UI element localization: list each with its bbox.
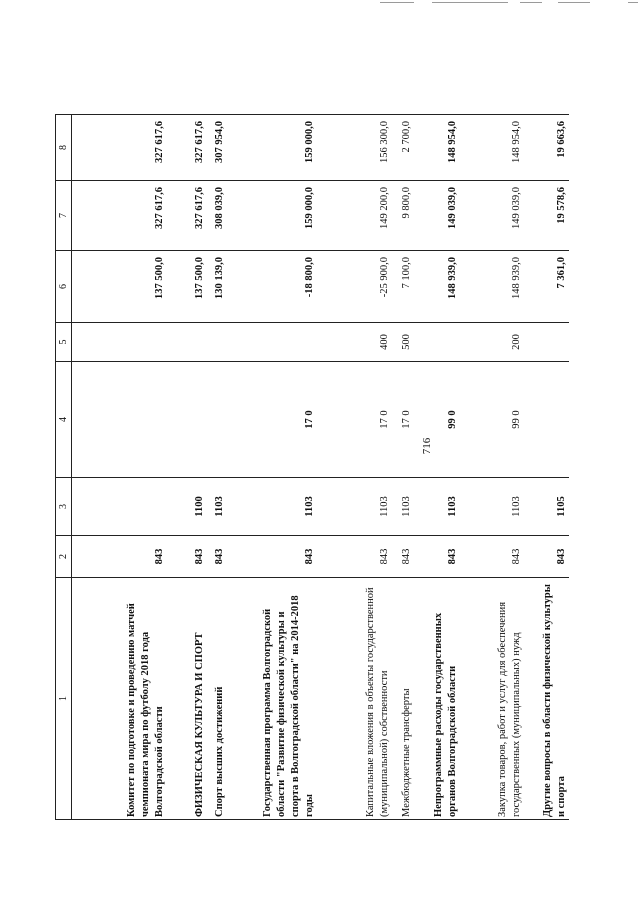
- cell-ministry: 843: [392, 536, 414, 578]
- cell-amount-7: 149 039,0: [460, 181, 524, 251]
- row-name: Закупка товаров, работ и услуг для обеспечения государственных (муниципальных) нужд: [460, 578, 524, 820]
- table-row: [524, 115, 569, 820]
- cell-ministry: 843: [414, 536, 460, 578]
- cell-expense-type: 200: [460, 323, 524, 362]
- row-name: Непрограммные расходы государственных органов Волгоградской области: [414, 578, 460, 820]
- cell-amount-7: 149 039,0: [414, 181, 460, 251]
- table-row: [460, 115, 524, 820]
- cell-amount-6: -25 900,0: [317, 251, 392, 323]
- cell-target: [167, 362, 207, 478]
- cell-amount-8: 327 617,6: [72, 115, 167, 181]
- row-name: Спорт высших достижений: [207, 578, 227, 820]
- page-number: 716: [421, 437, 433, 455]
- cell-target: 17 0: [227, 362, 317, 478]
- column-header: 8: [56, 115, 72, 181]
- table-row: [414, 115, 460, 820]
- cell-amount-8: 307 954,0: [207, 115, 227, 181]
- cell-amount-8: 159 000,0: [227, 115, 317, 181]
- cell-ministry: 843: [227, 536, 317, 578]
- cell-amount-6: 137 500,0: [72, 251, 167, 323]
- cell-amount-8: 19 663,6: [524, 115, 569, 181]
- cell-amount-8: 148 954,0: [460, 115, 524, 181]
- row-name: ФИЗИЧЕСКАЯ КУЛЬТУРА И СПОРТ: [167, 578, 207, 820]
- cell-section: 1103: [317, 478, 392, 536]
- cell-section: [72, 478, 167, 536]
- column-header: 4: [56, 362, 72, 478]
- cell-amount-7: 327 617,6: [167, 181, 207, 251]
- cell-section: 1103: [414, 478, 460, 536]
- cell-amount-8: 2 700,0: [392, 115, 414, 181]
- table-row: [392, 115, 414, 820]
- table-row: [167, 115, 207, 820]
- cell-amount-6: -18 800,0: [227, 251, 317, 323]
- column-header: 3: [56, 478, 72, 536]
- cell-amount-7: 159 000,0: [227, 181, 317, 251]
- cell-ministry: 843: [72, 536, 167, 578]
- cell-amount-6: 7 100,0: [392, 251, 414, 323]
- cell-expense-type: [207, 323, 227, 362]
- cell-section: 1103: [227, 478, 317, 536]
- top-edge-marks: [360, 0, 640, 8]
- cell-amount-6: 7 361,0: [524, 251, 569, 323]
- column-header: 6: [56, 251, 72, 323]
- cell-section: 1105: [524, 478, 569, 536]
- cell-amount-8: 156 300,0: [317, 115, 392, 181]
- column-number-row: [56, 115, 72, 820]
- table-row: [72, 115, 167, 820]
- column-header: 2: [56, 536, 72, 578]
- table-row: [207, 115, 227, 820]
- cell-amount-8: 148 954,0: [414, 115, 460, 181]
- cell-target: 99 0: [460, 362, 524, 478]
- cell-amount-7: 19 578,6: [524, 181, 569, 251]
- cell-amount-6: 148 939,0: [460, 251, 524, 323]
- cell-section: 1103: [207, 478, 227, 536]
- cell-ministry: 843: [317, 536, 392, 578]
- table-row: [317, 115, 392, 820]
- cell-target: 99 0: [414, 362, 460, 478]
- cell-expense-type: [524, 323, 569, 362]
- cell-target: [524, 362, 569, 478]
- row-name: Межбюджетные трансферты: [392, 578, 414, 820]
- cell-expense-type: [227, 323, 317, 362]
- cell-amount-6: 137 500,0: [167, 251, 207, 323]
- cell-ministry: 843: [167, 536, 207, 578]
- cell-amount-8: 327 617,6: [167, 115, 207, 181]
- cell-expense-type: 400: [317, 323, 392, 362]
- column-header: 7: [56, 181, 72, 251]
- cell-ministry: 843: [524, 536, 569, 578]
- cell-expense-type: [414, 323, 460, 362]
- table-row: [227, 115, 317, 820]
- cell-ministry: 843: [207, 536, 227, 578]
- cell-amount-7: 149 200,0: [317, 181, 392, 251]
- row-name: Государственная программа Волгоградской области "Развитие физической культуры и спорта в Волгоградской области" на 2014-2018 годы: [227, 578, 317, 820]
- cell-target: 17 0: [392, 362, 414, 478]
- budget-table-rotated: [55, 115, 600, 820]
- cell-target: [207, 362, 227, 478]
- cell-amount-6: 148 939,0: [414, 251, 460, 323]
- cell-target: 17 0: [317, 362, 392, 478]
- cell-target: [72, 362, 167, 478]
- budget-table: [55, 114, 569, 820]
- cell-amount-6: 130 139,0: [207, 251, 227, 323]
- column-header: 1: [56, 578, 72, 820]
- cell-section: 1103: [460, 478, 524, 536]
- cell-expense-type: [72, 323, 167, 362]
- cell-section: 1103: [392, 478, 414, 536]
- cell-section: 1100: [167, 478, 207, 536]
- cell-ministry: 843: [460, 536, 524, 578]
- row-name: Комитет по подготовке и проведению матчей чемпионата мира по футболу 2018 года Волгоградской области: [72, 578, 167, 820]
- row-name: Капитальные вложения в объекты государственной (муниципальной) собственности: [317, 578, 392, 820]
- cell-amount-7: 308 039,0: [207, 181, 227, 251]
- row-name: Другие вопросы в области физической культуры и спорта: [524, 578, 569, 820]
- cell-amount-7: 327 617,6: [72, 181, 167, 251]
- column-header: 5: [56, 323, 72, 362]
- cell-amount-7: 9 800,0: [392, 181, 414, 251]
- cell-expense-type: 500: [392, 323, 414, 362]
- cell-expense-type: [167, 323, 207, 362]
